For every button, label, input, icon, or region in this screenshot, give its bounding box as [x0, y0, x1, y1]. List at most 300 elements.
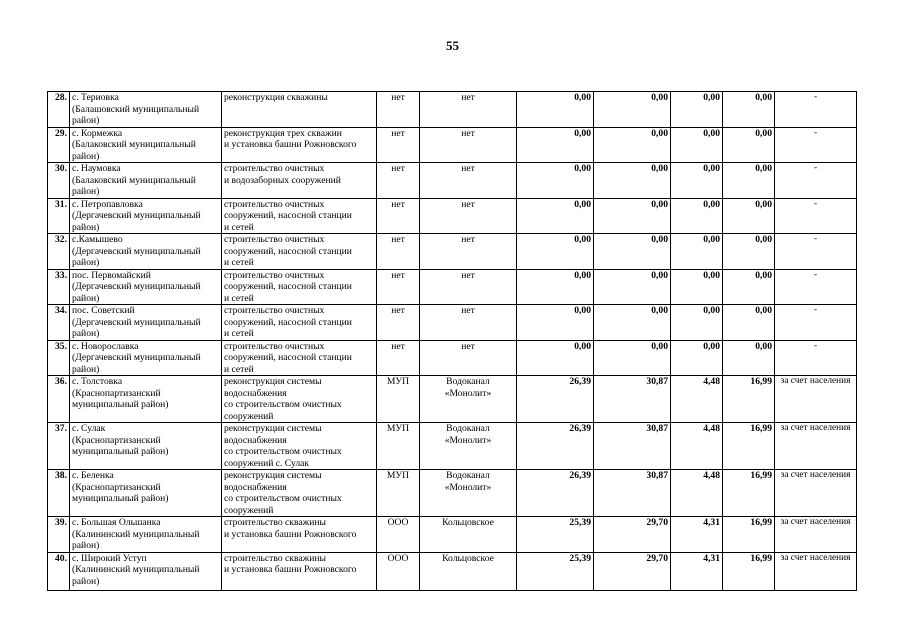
value1-cell	[517, 517, 594, 553]
page-number: 55	[446, 38, 459, 53]
c4-line: «Монолит»	[444, 481, 492, 493]
row-number-cell	[48, 127, 70, 163]
value1-cell	[517, 163, 594, 199]
org-form-cell	[377, 198, 420, 234]
v2-text: 0,00	[651, 92, 668, 103]
value1-cell	[517, 92, 594, 128]
name-line: (Краснопартизанский	[72, 481, 161, 493]
v1-text: 0,00	[574, 92, 591, 103]
v1-text: 26,39	[569, 376, 591, 387]
v1-text: 0,00	[574, 305, 591, 316]
c4-line: Водоканал	[446, 376, 490, 387]
c4-line: нет	[461, 269, 475, 281]
name-line: район)	[72, 115, 100, 126]
name-line: с. Толстовка	[72, 376, 123, 387]
work-line: со строительством очистных	[224, 446, 342, 457]
v4-text: 16,99	[750, 552, 772, 564]
organization-cell	[420, 340, 517, 376]
value3-cell	[671, 127, 723, 163]
value2-cell	[594, 376, 671, 423]
name-line: (Балаковский муниципальный	[72, 139, 196, 150]
row-number-cell	[48, 269, 70, 305]
organization-cell	[420, 376, 517, 423]
name-line: район)	[72, 257, 100, 268]
note-cell	[775, 127, 857, 163]
num-text: 38.	[55, 470, 67, 481]
name-line: (Дергачевский муниципальный	[72, 352, 201, 363]
value1-cell	[517, 198, 594, 234]
name-line: (Дергачевский муниципальный	[72, 210, 201, 221]
num-text: 33.	[55, 269, 67, 281]
works-cell	[222, 423, 377, 470]
organization-cell	[420, 423, 517, 470]
work-line: со строительством очистных	[224, 493, 342, 504]
v2-text: 0,00	[651, 305, 668, 316]
name-line: муниципальный район)	[72, 446, 169, 457]
num-text: 34.	[55, 305, 67, 316]
c3-text: ООО	[387, 552, 409, 564]
c4-line: нет	[461, 234, 475, 245]
table-row	[48, 92, 857, 128]
note-cell	[775, 163, 857, 199]
c4-line: нет	[461, 127, 475, 139]
organization-cell	[420, 269, 517, 305]
settlement-cell	[70, 423, 222, 470]
c3-text: нет	[391, 163, 405, 174]
org-form-cell	[377, 552, 420, 590]
org-form-cell	[377, 163, 420, 199]
works-cell	[222, 198, 377, 234]
c3-text: нет	[391, 198, 405, 210]
num-text: 37.	[55, 423, 67, 434]
num-text: 30.	[55, 163, 67, 174]
c3-text: нет	[391, 234, 405, 245]
settlement-cell	[70, 552, 222, 590]
name-line: район)	[72, 292, 100, 304]
work-line: строительство скважины	[224, 517, 326, 528]
c3-text: МУП	[386, 470, 410, 481]
name-line: район)	[72, 540, 100, 551]
note-text: за счет населения	[780, 470, 851, 480]
v3-text: 4,48	[703, 470, 720, 481]
name-line: район)	[72, 575, 100, 587]
settlement-cell	[70, 340, 222, 376]
note-text: за счет населения	[780, 552, 851, 563]
v2-text: 0,00	[651, 340, 668, 352]
v1-text: 0,00	[574, 127, 591, 139]
v1-text: 0,00	[574, 234, 591, 245]
row-number-cell	[48, 423, 70, 470]
value1-cell	[517, 552, 594, 590]
value3-cell	[671, 376, 723, 423]
table-row	[48, 163, 857, 199]
works-cell	[222, 376, 377, 423]
table-row	[48, 340, 857, 376]
org-form-cell	[377, 305, 420, 341]
row-number-cell	[48, 163, 70, 199]
value1-cell	[517, 127, 594, 163]
work-line: и сетей	[224, 257, 254, 268]
name-line: (Краснопартизанский	[72, 387, 161, 399]
v4-text: 0,00	[755, 198, 772, 210]
note-text: -	[813, 340, 818, 351]
num-text: 32.	[55, 234, 67, 245]
name-line: с. Беленка	[72, 470, 114, 481]
value2-cell	[594, 552, 671, 590]
value3-cell	[671, 198, 723, 234]
value2-cell	[594, 92, 671, 128]
settlement-cell	[70, 198, 222, 234]
work-line: строительство очистных	[224, 305, 325, 316]
v4-text: 16,99	[750, 376, 772, 387]
c3-text: нет	[391, 127, 405, 139]
organization-cell	[420, 470, 517, 517]
works-cell	[222, 517, 377, 553]
settlement-cell	[70, 234, 222, 270]
value1-cell	[517, 305, 594, 341]
work-line: сооружений, насосной станции	[224, 316, 352, 328]
work-line: сооружений, насосной станции	[224, 245, 352, 257]
c4-line: «Монолит»	[444, 387, 492, 399]
work-line: водоснабжения	[224, 481, 287, 493]
works-cell	[222, 163, 377, 199]
value3-cell	[671, 305, 723, 341]
num-text: 28.	[55, 92, 67, 103]
note-text: за счет населения	[780, 423, 851, 433]
work-line: сооружений	[224, 504, 274, 516]
value2-cell	[594, 163, 671, 199]
value4-cell	[723, 234, 775, 270]
c4-line: нет	[461, 305, 475, 316]
org-form-cell	[377, 92, 420, 128]
c3-text: МУП	[386, 423, 410, 434]
value1-cell	[517, 269, 594, 305]
v3-text: 4,48	[703, 423, 720, 434]
organization-cell	[420, 198, 517, 234]
v3-text: 0,00	[703, 234, 720, 245]
num-text: 31.	[55, 198, 67, 210]
value3-cell	[671, 163, 723, 199]
note-text: -	[813, 127, 818, 138]
works-cell	[222, 92, 377, 128]
name-line: с. Новорославка	[72, 340, 139, 352]
name-line: (Балашовский муниципальный	[72, 103, 200, 115]
name-line: (Краснопартизанский	[72, 434, 161, 446]
note-cell	[775, 423, 857, 470]
v1-text: 26,39	[569, 423, 591, 434]
work-line: строительство очистных	[224, 198, 325, 210]
name-line: муниципальный район)	[72, 399, 169, 410]
name-line: район)	[72, 221, 100, 233]
v4-text: 16,99	[750, 470, 772, 481]
work-line: реконструкция системы	[224, 376, 322, 387]
v2-text: 0,00	[651, 198, 668, 210]
org-form-cell	[377, 376, 420, 423]
organization-cell	[420, 127, 517, 163]
v3-text: 0,00	[703, 340, 720, 352]
v4-text: 0,00	[755, 234, 772, 245]
name-line: пос. Первомайский	[72, 269, 151, 281]
c3-text: МУП	[386, 376, 410, 387]
v4-text: 0,00	[755, 92, 772, 103]
v3-text: 4,48	[703, 376, 720, 387]
c4-line: нет	[461, 163, 475, 174]
data-table	[47, 91, 857, 591]
org-form-cell	[377, 423, 420, 470]
row-number-cell	[48, 376, 70, 423]
v4-text: 16,99	[750, 517, 772, 528]
work-line: и установка башни Рожновского	[224, 139, 357, 150]
value2-cell	[594, 269, 671, 305]
note-cell	[775, 552, 857, 590]
name-line: с. Большая Ольшанка	[72, 517, 161, 528]
v2-text: 30,87	[646, 470, 668, 481]
v3-text: 4,31	[703, 517, 720, 528]
value3-cell	[671, 92, 723, 128]
name-line: (Дергачевский муниципальный	[72, 245, 201, 257]
note-cell	[775, 198, 857, 234]
v1-text: 0,00	[574, 198, 591, 210]
org-form-cell	[377, 470, 420, 517]
v3-text: 0,00	[703, 163, 720, 174]
works-cell	[222, 552, 377, 590]
c4-line: Водоканал	[446, 423, 490, 434]
v4-text: 16,99	[750, 423, 772, 434]
org-form-cell	[377, 269, 420, 305]
note-text: -	[813, 198, 818, 209]
work-line: строительство очистных	[224, 269, 325, 281]
value2-cell	[594, 234, 671, 270]
v2-text: 30,87	[646, 423, 668, 434]
value4-cell	[723, 163, 775, 199]
works-cell	[222, 127, 377, 163]
name-line: (Дергачевский муниципальный	[72, 281, 201, 292]
name-line: (Дергачевский муниципальный	[72, 316, 201, 328]
name-line: (Калининский муниципальный	[72, 528, 200, 540]
c3-text: нет	[391, 269, 405, 281]
row-number-cell	[48, 340, 70, 376]
value4-cell	[723, 269, 775, 305]
work-line: реконструкция трех скважин	[224, 127, 342, 139]
value4-cell	[723, 376, 775, 423]
v1-text: 0,00	[574, 163, 591, 174]
settlement-cell	[70, 376, 222, 423]
c4-line: «Монолит»	[444, 434, 492, 446]
value4-cell	[723, 198, 775, 234]
value1-cell	[517, 470, 594, 517]
works-cell	[222, 340, 377, 376]
work-line: и сетей	[224, 328, 254, 339]
works-cell	[222, 470, 377, 517]
org-form-cell	[377, 517, 420, 553]
value2-cell	[594, 517, 671, 553]
v1-text: 25,39	[569, 517, 591, 528]
works-cell	[222, 269, 377, 305]
v3-text: 0,00	[703, 92, 720, 103]
value4-cell	[723, 423, 775, 470]
note-text: -	[813, 92, 818, 102]
work-line: сооружений с. Сулак	[224, 457, 310, 469]
v2-text: 0,00	[651, 269, 668, 281]
v4-text: 0,00	[755, 305, 772, 316]
org-form-cell	[377, 127, 420, 163]
c4-line: нет	[461, 198, 475, 210]
value1-cell	[517, 376, 594, 423]
work-line: и установка башни Рожновского	[224, 564, 357, 575]
name-line: с. Кормежка	[72, 127, 123, 139]
v2-text: 0,00	[651, 234, 668, 245]
row-number-cell	[48, 234, 70, 270]
work-line: строительство очистных	[224, 234, 325, 245]
settlement-cell	[70, 269, 222, 305]
name-line: муниципальный район)	[72, 493, 169, 504]
value4-cell	[723, 305, 775, 341]
v3-text: 4,31	[703, 552, 720, 564]
table-row	[48, 305, 857, 341]
value2-cell	[594, 127, 671, 163]
v4-text: 0,00	[755, 163, 772, 174]
name-line: с. Петропавловка	[72, 198, 143, 210]
work-line: строительство очистных	[224, 163, 325, 174]
value4-cell	[723, 92, 775, 128]
organization-cell	[420, 234, 517, 270]
v2-text: 29,70	[646, 552, 668, 564]
work-line: строительство скважины	[224, 552, 326, 564]
c4-line: Кольцовское	[442, 517, 494, 528]
num-text: 39.	[55, 517, 67, 528]
v2-text: 30,87	[646, 376, 668, 387]
work-line: сооружений, насосной станции	[224, 210, 352, 221]
v1-text: 0,00	[574, 269, 591, 281]
settlement-cell	[70, 305, 222, 341]
settlement-cell	[70, 92, 222, 128]
name-line: с. Наумовка	[72, 163, 121, 174]
num-text: 29.	[55, 127, 67, 139]
settlement-cell	[70, 127, 222, 163]
v4-text: 0,00	[755, 340, 772, 352]
v2-text: 0,00	[651, 127, 668, 139]
value4-cell	[723, 470, 775, 517]
note-cell	[775, 234, 857, 270]
c4-line: Кольцовское	[442, 552, 494, 564]
table-row	[48, 127, 857, 163]
v4-text: 0,00	[755, 127, 772, 139]
v3-text: 0,00	[703, 127, 720, 139]
work-line: реконструкция системы	[224, 423, 322, 434]
v2-text: 29,70	[646, 517, 668, 528]
num-text: 40.	[55, 552, 67, 564]
note-text: за счет населения	[780, 517, 851, 527]
org-form-cell	[377, 340, 420, 376]
value3-cell	[671, 340, 723, 376]
name-line: район)	[72, 363, 100, 375]
name-line: с.Камышево	[72, 234, 123, 245]
value3-cell	[671, 269, 723, 305]
v3-text: 0,00	[703, 305, 720, 316]
v1-text: 0,00	[574, 340, 591, 352]
note-text: -	[813, 234, 818, 244]
works-cell	[222, 305, 377, 341]
name-line: район)	[72, 150, 100, 162]
value2-cell	[594, 340, 671, 376]
name-line: пос. Советский	[72, 305, 135, 316]
row-number-cell	[48, 517, 70, 553]
name-line: с. Сулак	[72, 423, 106, 434]
value2-cell	[594, 305, 671, 341]
num-text: 35.	[55, 340, 67, 352]
table-row	[48, 234, 857, 270]
settlement-cell	[70, 470, 222, 517]
v3-text: 0,00	[703, 269, 720, 281]
v2-text: 0,00	[651, 163, 668, 174]
note-text: -	[813, 163, 818, 173]
note-text: -	[813, 269, 818, 280]
value3-cell	[671, 552, 723, 590]
name-line: район)	[72, 328, 100, 339]
work-line: строительство очистных	[224, 340, 325, 352]
name-line: (Балаковский муниципальный	[72, 174, 196, 186]
table-row	[48, 198, 857, 234]
value3-cell	[671, 470, 723, 517]
organization-cell	[420, 552, 517, 590]
value2-cell	[594, 423, 671, 470]
value2-cell	[594, 198, 671, 234]
organization-cell	[420, 305, 517, 341]
work-line: и сетей	[224, 221, 254, 233]
value3-cell	[671, 423, 723, 470]
value4-cell	[723, 340, 775, 376]
organization-cell	[420, 92, 517, 128]
note-cell	[775, 92, 857, 128]
v1-text: 26,39	[569, 470, 591, 481]
value3-cell	[671, 517, 723, 553]
note-cell	[775, 470, 857, 517]
v3-text: 0,00	[703, 198, 720, 210]
note-cell	[775, 269, 857, 305]
value4-cell	[723, 552, 775, 590]
work-line: сооружений	[224, 410, 274, 422]
work-line: реконструкция системы	[224, 470, 322, 481]
works-cell	[222, 234, 377, 270]
work-line: сооружений, насосной станции	[224, 352, 352, 363]
work-line: со строительством очистных	[224, 399, 342, 410]
value4-cell	[723, 127, 775, 163]
work-line: и водозаборных сооружений	[224, 174, 341, 186]
row-number-cell	[48, 552, 70, 590]
value3-cell	[671, 234, 723, 270]
note-text: за счет населения	[780, 376, 851, 386]
row-number-cell	[48, 92, 70, 128]
value2-cell	[594, 470, 671, 517]
c4-line: Водоканал	[446, 470, 490, 481]
note-cell	[775, 376, 857, 423]
c4-line: нет	[461, 92, 475, 103]
work-line: и сетей	[224, 363, 254, 375]
organization-cell	[420, 163, 517, 199]
table-row	[48, 470, 857, 517]
value1-cell	[517, 423, 594, 470]
c4-line: нет	[461, 340, 475, 352]
work-line: водоснабжения	[224, 387, 287, 399]
table-row	[48, 517, 857, 553]
work-line: и установка башни Рожновского	[224, 528, 357, 540]
name-line: с. Териовка	[72, 92, 119, 103]
note-cell	[775, 517, 857, 553]
organization-cell	[420, 517, 517, 553]
work-line: водоснабжения	[224, 434, 287, 446]
name-line: район)	[72, 186, 100, 197]
row-number-cell	[48, 198, 70, 234]
